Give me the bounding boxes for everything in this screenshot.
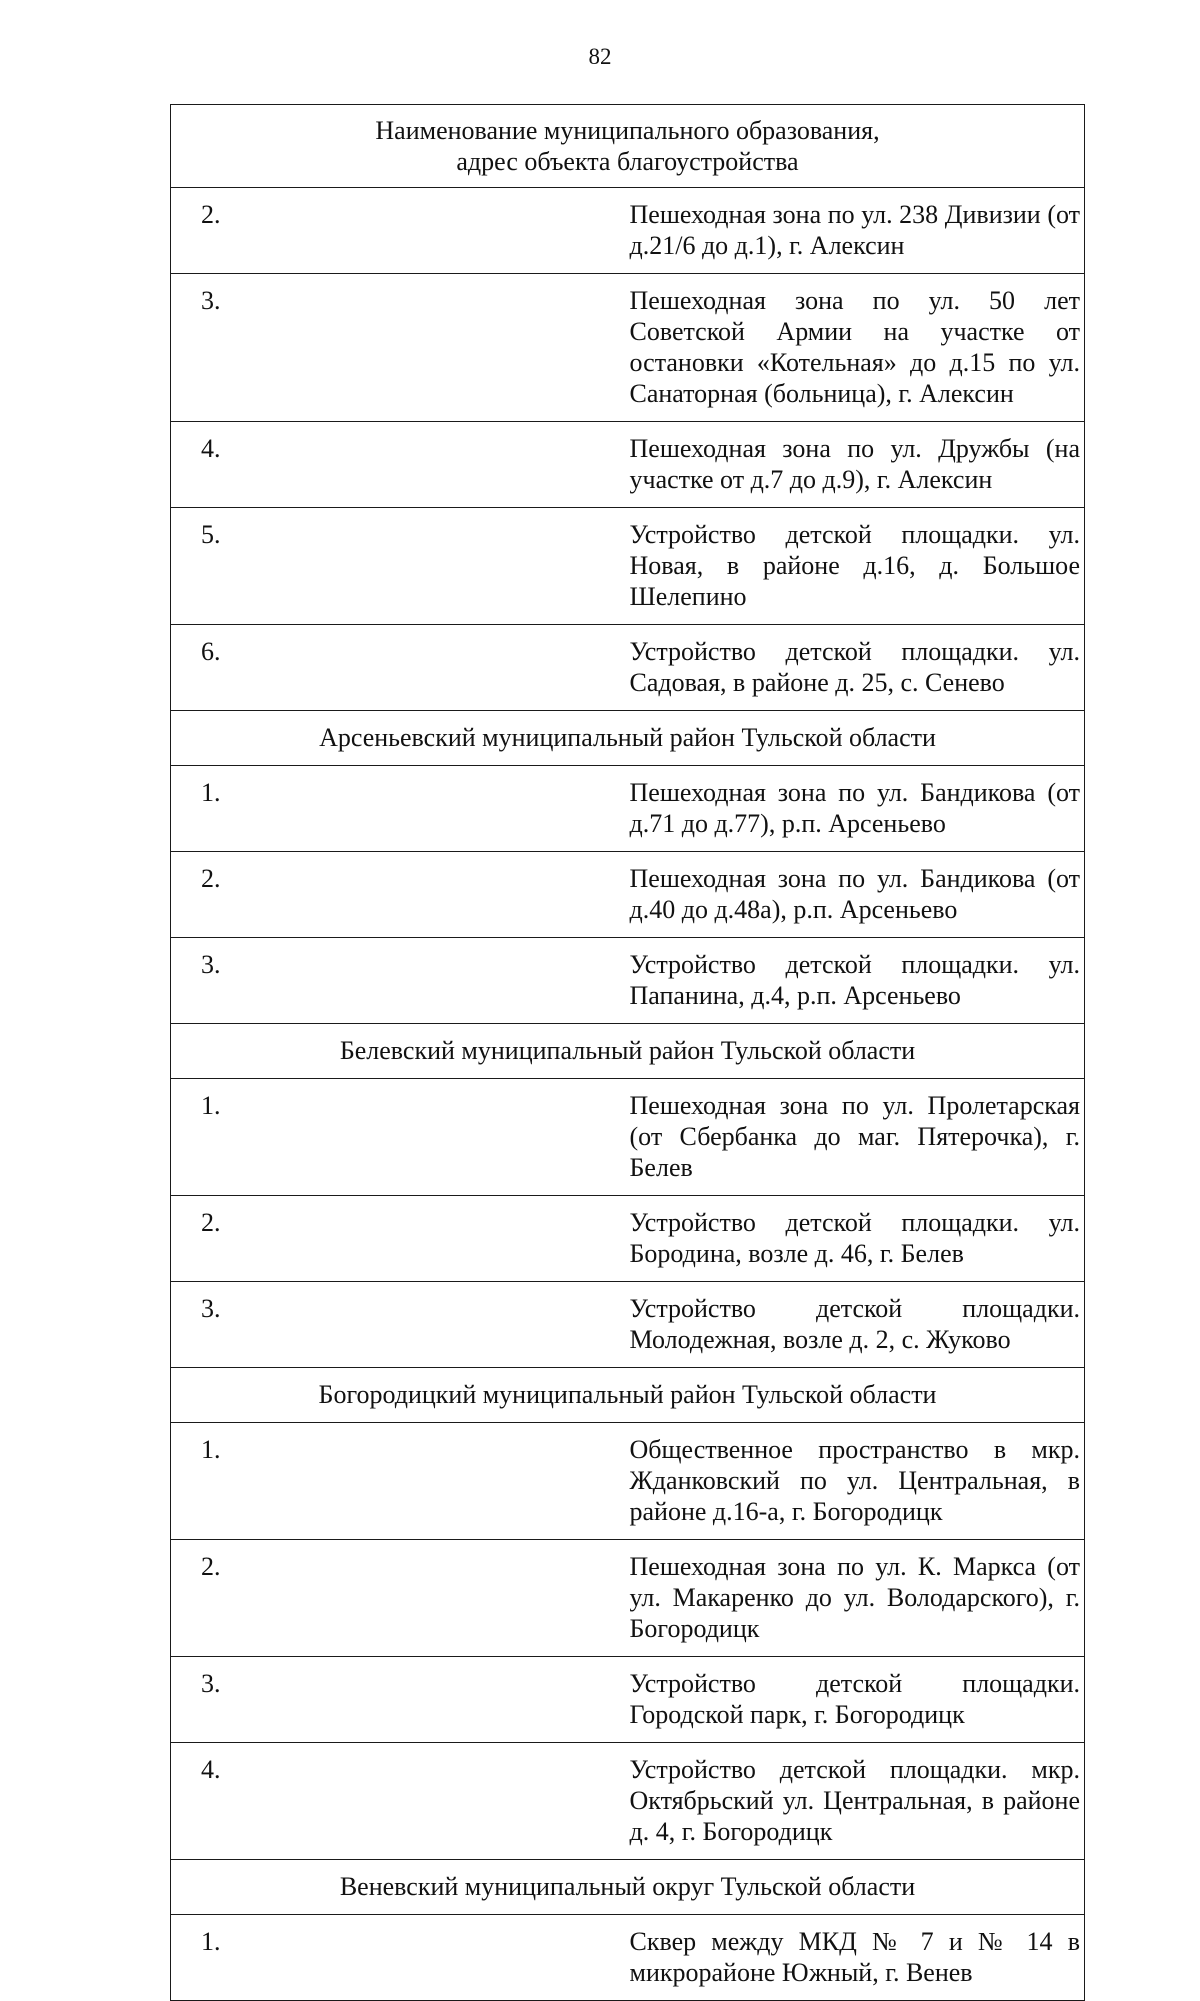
header-line-2: адрес объекта благоустройства [456,147,799,176]
page-number: 82 [588,44,612,69]
object-address: Общественное пространство в мкр. Жданковский по ул. Центральная, в районе д.16-а, г. Богородицк [628,1423,1085,1540]
row-number: 6. [171,625,628,711]
table-row [171,1423,1085,1540]
section-header-row [171,1860,1085,1915]
table-row [171,1282,1085,1368]
row-number: 2. [171,1196,628,1282]
object-address: Пешеходная зона по ул. 50 лет Советской Армии на участке от остановки «Котельная» до д.15 по ул. Санаторная (больница), г. Алексин [628,274,1085,422]
row-number: 3. [171,938,628,1024]
object-address: Пешеходная зона по ул. Пролетарская (от Сбербанка до маг. Пятерочка), г. Белев [628,1079,1085,1196]
section-title: Арсеньевский муниципальный район Тульской области [171,711,1085,766]
table-row [171,1915,1085,2001]
section-title: Веневский муниципальный округ Тульской области [171,1860,1085,1915]
table-row [171,1540,1085,1657]
object-address: Устройство детской площадки. ул. Папанина, д.4, р.п. Арсеньево [628,938,1085,1024]
object-address: Пешеходная зона по ул. Дружбы (на участке от д.7 до д.9), г. Алексин [628,422,1085,508]
object-address: Устройство детской площадки. ул. Бородина, возле д. 46, г. Белев [628,1196,1085,1282]
object-address: Сквер между МКД № 7 и № 14 в микрорайоне Южный, г. Венев [628,1915,1085,2001]
table-header-cell [171,105,1085,188]
table-row [171,422,1085,508]
header-line-1: Наименование муниципального образования, [375,116,880,145]
table-row [171,938,1085,1024]
table-row [171,1743,1085,1860]
section-header-row [171,711,1085,766]
improvement-objects-table [170,104,1085,2001]
object-address: Устройство детской площадки. мкр. Октябрьский ул. Центральная, в районе д. 4, г. Богородицк [628,1743,1085,1860]
row-number: 1. [171,1423,628,1540]
row-number: 3. [171,1282,628,1368]
table-header-row [171,105,1085,188]
table-row [171,852,1085,938]
row-number: 1. [171,1915,628,2001]
object-address: Устройство детской площадки. Молодежная, возле д. 2, с. Жуково [628,1282,1085,1368]
object-address: Устройство детской площадки. ул. Садовая, в районе д. 25, с. Сенево [628,625,1085,711]
table-row [171,274,1085,422]
row-number: 3. [171,1657,628,1743]
row-number: 2. [171,852,628,938]
row-number: 2. [171,1540,628,1657]
table-row [171,508,1085,625]
row-number: 2. [171,188,628,274]
row-number: 5. [171,508,628,625]
table-row [171,1657,1085,1743]
section-header-row [171,1368,1085,1423]
section-title: Белевский муниципальный район Тульской области [171,1024,1085,1079]
row-number: 1. [171,766,628,852]
table-row [171,1196,1085,1282]
table-row [171,625,1085,711]
object-address: Пешеходная зона по ул. Бандикова (от д.71 до д.77), р.п. Арсеньево [628,766,1085,852]
object-address: Устройство детской площадки. ул. Новая, в районе д.16, д. Большое Шелепино [628,508,1085,625]
object-address: Пешеходная зона по ул. К. Маркса (от ул. Макаренко до ул. Володарского), г. Богородицк [628,1540,1085,1657]
row-number: 4. [171,422,628,508]
table-row [171,766,1085,852]
object-address: Пешеходная зона по ул. Бандикова (от д.40 до д.48а), р.п. Арсеньево [628,852,1085,938]
object-address: Устройство детской площадки. Городской парк, г. Богородицк [628,1657,1085,1743]
row-number: 1. [171,1079,628,1196]
object-address: Пешеходная зона по ул. 238 Дивизии (от д.21/6 до д.1), г. Алексин [628,188,1085,274]
row-number: 3. [171,274,628,422]
section-title: Богородицкий муниципальный район Тульской области [171,1368,1085,1423]
section-header-row [171,1024,1085,1079]
row-number: 4. [171,1743,628,1860]
table-row [171,1079,1085,1196]
table-row [171,188,1085,274]
